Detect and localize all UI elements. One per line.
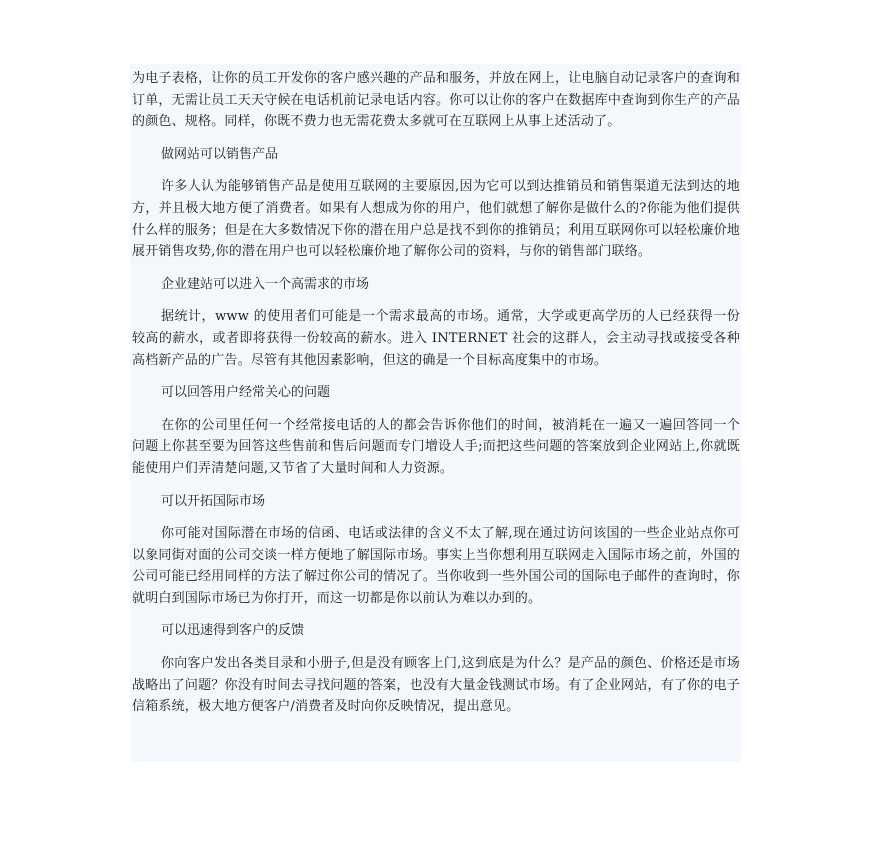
section-heading-sell-products: 做网站可以销售产品	[161, 146, 279, 162]
paragraph-sell-products: 许多人认为能够销售产品是使用互联网的主要原因,因为它可以到达推销员和销售渠道无法到达的地方，并且极大地方便了消费者。如果有人想成为你的用户，他们就想了解你是做什么的?你能为他们提供什么样的服务；但是在大多数情况下你的潜在用户总是找不到你的推销员；利用互联网你可以轻松廉价地展开销售攻势,你的潜在用户也可以轻松廉价地了解你公司的资料，与你的销售部门联络。	[132, 179, 740, 260]
section-heading-customer-feedback: 可以迅速得到客户的反馈	[161, 623, 305, 639]
section-heading-high-demand-market: 企业建站可以进入一个高需求的市场	[161, 276, 370, 292]
paragraph-customer-feedback: 你向客户发出各类目录和小册子,但是没有顾客上门,这到底是为什么？是产品的颜色、价格还是市场战略出了问题？你没有时间去寻找问题的答案，也没有大量金钱测试市场。有了企业网站，有了你的电子信箱系统，极大地方便客户/消费者及时向你反映情况，提出意见。	[132, 656, 740, 715]
section-heading-answer-questions: 可以回答用户经常关心的问题	[161, 385, 331, 401]
paragraph-answer-questions: 在你的公司里任何一个经常接电话的人的都会告诉你他们的时间，被消耗在一遍又一遍回答同一个问题上你甚至要为回答这些售前和售后问题而专门增设人手;而把这些问题的答案放到企业网站上,你就既能使用户们弄清楚问题,又节省了大量时间和人力资源。	[132, 417, 740, 476]
paragraph-international-market: 你可能对国际潜在市场的信函、电话或法律的含义不太了解,现在通过访问该国的一些企业站点你可以象同街对面的公司交谈一样方便地了解国际市场。事实上当你想利用互联网走入国际市场之前，外国的公司可能已经用同样的方法了解过你公司的情况了。当你收到一些外国公司的国际电子邮件的查询时，你就明白到国际市场已为你打开，而这一切都是你以前认为难以办到的。	[132, 526, 740, 606]
paragraph-high-demand-market: 据统计，www 的使用者们可能是一个需求最高的市场。通常，大学或更高学历的人已经获得一份较高的薪水，或者即将获得一份较高的薪水。进入 INTERNET 社会的这群人，会主动寻找或接受各种高档新产品的广告。尽管有其他因素影响，但这的确是一个目标高度集中的市场。	[132, 309, 740, 368]
paragraph-intro: 为电子表格，让你的员工开发你的客户感兴趣的产品和服务，并放在网上，让电脑自动记录客户的查询和订单，无需让员工天天守候在电话机前记录电话内容。你可以让你的客户在数据库中查询到你生产的产品的颜色、规格。同样，你既不费力也无需花费太多就可在互联网上从事上述活动了。	[132, 71, 740, 130]
section-heading-international-market: 可以开拓国际市场	[161, 493, 266, 509]
document-content	[132, 68, 740, 718]
